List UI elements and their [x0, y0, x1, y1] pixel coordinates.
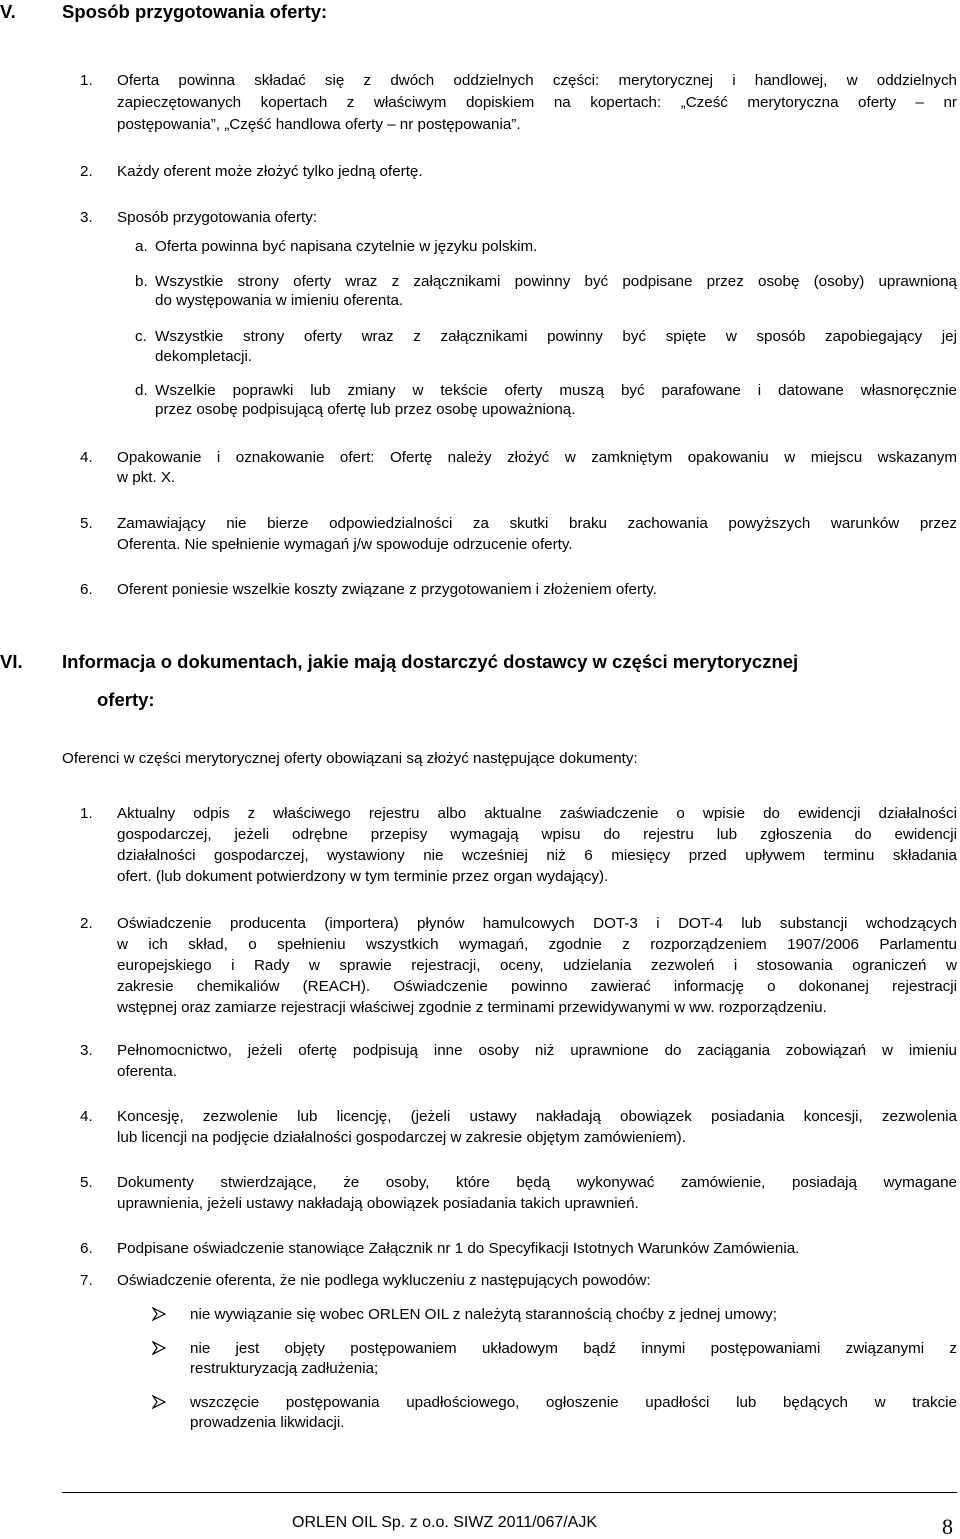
list-number: 3. — [80, 1042, 93, 1059]
list-number: 2. — [80, 163, 93, 180]
sub-item-text: Wszystkie strony oferty wraz z załącznikami powinny być podpisane przez osobę (osoby) uprawnioną — [155, 273, 957, 290]
footer-text: ORLEN OIL Sp. z o.o. SIWZ 2011/067/AJK — [292, 1514, 598, 1531]
sub-item-text: przez osobę podpisującą ofertę lub przez osobę upoważnioną. — [155, 401, 576, 418]
list-item-text: Podpisane oświadczenie stanowiące Załącznik nr 1 do Specyfikacji Istotnych Warunków Zamówienia. — [117, 1240, 800, 1257]
list-number: 5. — [80, 1174, 93, 1191]
section-title-continued: oferty: — [97, 689, 155, 710]
list-item-text: gospodarczej, jeżeli odrębne przepisy wymagają wpisu do rejestru lub zgłoszenia do ewidencji — [117, 826, 957, 843]
list-item-text: wstępnej oraz zamiarze rejestracji właściwej zgodnie z terminami przewidywanymi w ww. rozporządzeniu. — [117, 999, 827, 1016]
section-number: V. — [0, 1, 16, 22]
section-title: Sposób przygotowania oferty: — [62, 1, 328, 22]
list-item-text: Aktualny odpis z właściwego rejestru albo aktualne zaświadczenie o wpisie do ewidencji działalności — [117, 805, 957, 822]
sub-item-text: Wszelkie poprawki lub zmiany w tekście oferty muszą być parafowane i datowane własnoręcznie — [155, 382, 957, 399]
sub-item-text: dekompletacji. — [155, 348, 253, 365]
bullet-item-text: wszczęcie postępowania upadłościowego, ogłoszenie upadłości lub będących w trakcie — [190, 1394, 957, 1411]
list-item-text: w pkt. X. — [117, 469, 176, 486]
list-number: 1. — [80, 72, 93, 89]
sub-item-text: do występowania w imieniu oferenta. — [155, 292, 404, 309]
list-item-text: Oświadczenie producenta (importera) płynów hamulcowych DOT-3 i DOT-4 lub substancji wchodzących — [117, 915, 957, 932]
arrow-bullet-icon — [152, 1341, 166, 1355]
list-number: 5. — [80, 515, 93, 532]
list-item-text: Oferenta. Nie spełnienie wymagań j/w spowoduje odrzucenie oferty. — [117, 536, 573, 553]
list-number: 1. — [80, 805, 93, 822]
sub-item-label: a. — [135, 238, 148, 255]
list-item-text: lub licencji na podjęcie działalności gospodarczej w zakresie objętym zamówieniem). — [117, 1129, 686, 1146]
list-item-text: postępowania”, „Część handlowa oferty – nr postępowania”. — [117, 116, 521, 133]
bullet-item-text: nie wywiązanie się wobec ORLEN OIL z należytą starannością choćby z jednej umowy; — [190, 1306, 777, 1323]
list-item-text: działalności gospodarczej, wystawiony nie wcześniej niż 6 miesięcy przed upływem terminu składania — [117, 847, 957, 864]
list-item-text: zakresie chemikaliów (REACH). Oświadczenie powinno zawierać informację o dokonanej rejestracji — [117, 978, 957, 995]
list-item-text: Oferta powinna składać się z dwóch oddzielnych części: merytorycznej i handlowej, w oddzielnych — [117, 72, 957, 89]
footer-rule — [62, 1492, 957, 1493]
list-item-text: w ich skład, o spełnieniu wszystkich wymagań, zgodnie z rozporządzeniem 1907/2006 Parlamentu — [117, 936, 957, 953]
list-number: 2. — [80, 915, 93, 932]
sub-item-text: Wszystkie strony oferty wraz z załącznikami powinny być spięte w sposób zapobiegający jej — [155, 328, 957, 345]
bullet-item-text: prowadzenia likwidacji. — [190, 1414, 345, 1431]
list-item-text: Oświadczenie oferenta, że nie podlega wykluczeniu z następujących powodów: — [117, 1272, 651, 1289]
list-number: 4. — [80, 449, 93, 466]
list-item-text: zapieczętowanych kopertach z właściwym dopiskiem na kopertach: „Cześć merytoryczna oferty – nr — [117, 94, 957, 111]
list-item-text: uprawnienia, jeżeli ustawy nakładają obowiązek posiadania takich uprawnień. — [117, 1195, 639, 1212]
sub-item-label: c. — [135, 328, 147, 345]
sub-item-label: b. — [135, 273, 148, 290]
list-item-text: Opakowanie i oznakowanie ofert: Ofertę należy złożyć w zamkniętym opakowaniu w miejscu wskazanym — [117, 449, 957, 466]
page-number: 8 — [942, 1514, 953, 1539]
arrow-bullet-icon — [152, 1307, 166, 1321]
list-item-text: Koncesję, zezwolenie lub licencję, (jeżeli ustawy nakładają obowiązek posiadania koncesji, zezwolenia — [117, 1108, 957, 1125]
list-number: 6. — [80, 581, 93, 598]
section-number: VI. — [0, 651, 23, 672]
list-item-text: europejskiego i Rady w sprawie rejestracji, oceny, udzielania zezwoleń i stosowania ograniczeń w — [117, 957, 957, 974]
list-number: 3. — [80, 209, 93, 226]
list-number: 6. — [80, 1240, 93, 1257]
bullet-item-text: restrukturyzacją zadłużenia; — [190, 1360, 379, 1377]
list-item-text: oferenta. — [117, 1063, 177, 1080]
bullet-item-text: nie jest objęty postępowaniem układowym bądź innymi postępowaniami związanymi z — [190, 1340, 957, 1357]
section-intro: Oferenci w części merytorycznej oferty obowiązani są złożyć następujące dokumenty: — [62, 750, 638, 767]
list-number: 4. — [80, 1108, 93, 1125]
list-item-text: ofert. (lub dokument potwierdzony w tym terminie przez organ wydający). — [117, 868, 609, 885]
sub-item-label: d. — [135, 382, 148, 399]
list-item-text: Pełnomocnictwo, jeżeli ofertę podpisują inne osoby niż uprawnione do zaciągania zobowiązań w imieniu — [117, 1042, 957, 1059]
list-item-text: Każdy oferent może złożyć tylko jedną ofertę. — [117, 163, 423, 180]
list-item-text: Sposób przygotowania oferty: — [117, 209, 318, 226]
list-item-text: Zamawiający nie bierze odpowiedzialności za skutki braku zachowania powyższych warunków przez — [117, 515, 957, 532]
list-item-text: Oferent poniesie wszelkie koszty związane z przygotowaniem i złożeniem oferty. — [117, 581, 657, 598]
list-item-text: Dokumenty stwierdzające, że osoby, które będą wykonywać zamówienie, posiadają wymagane — [117, 1174, 957, 1191]
sub-item-text: Oferta powinna być napisana czytelnie w języku polskim. — [155, 238, 538, 255]
section-title: Informacja o dokumentach, jakie mają dostarczyć dostawcy w części merytorycznej — [62, 651, 799, 672]
arrow-bullet-icon — [152, 1395, 166, 1409]
list-number: 7. — [80, 1272, 93, 1289]
